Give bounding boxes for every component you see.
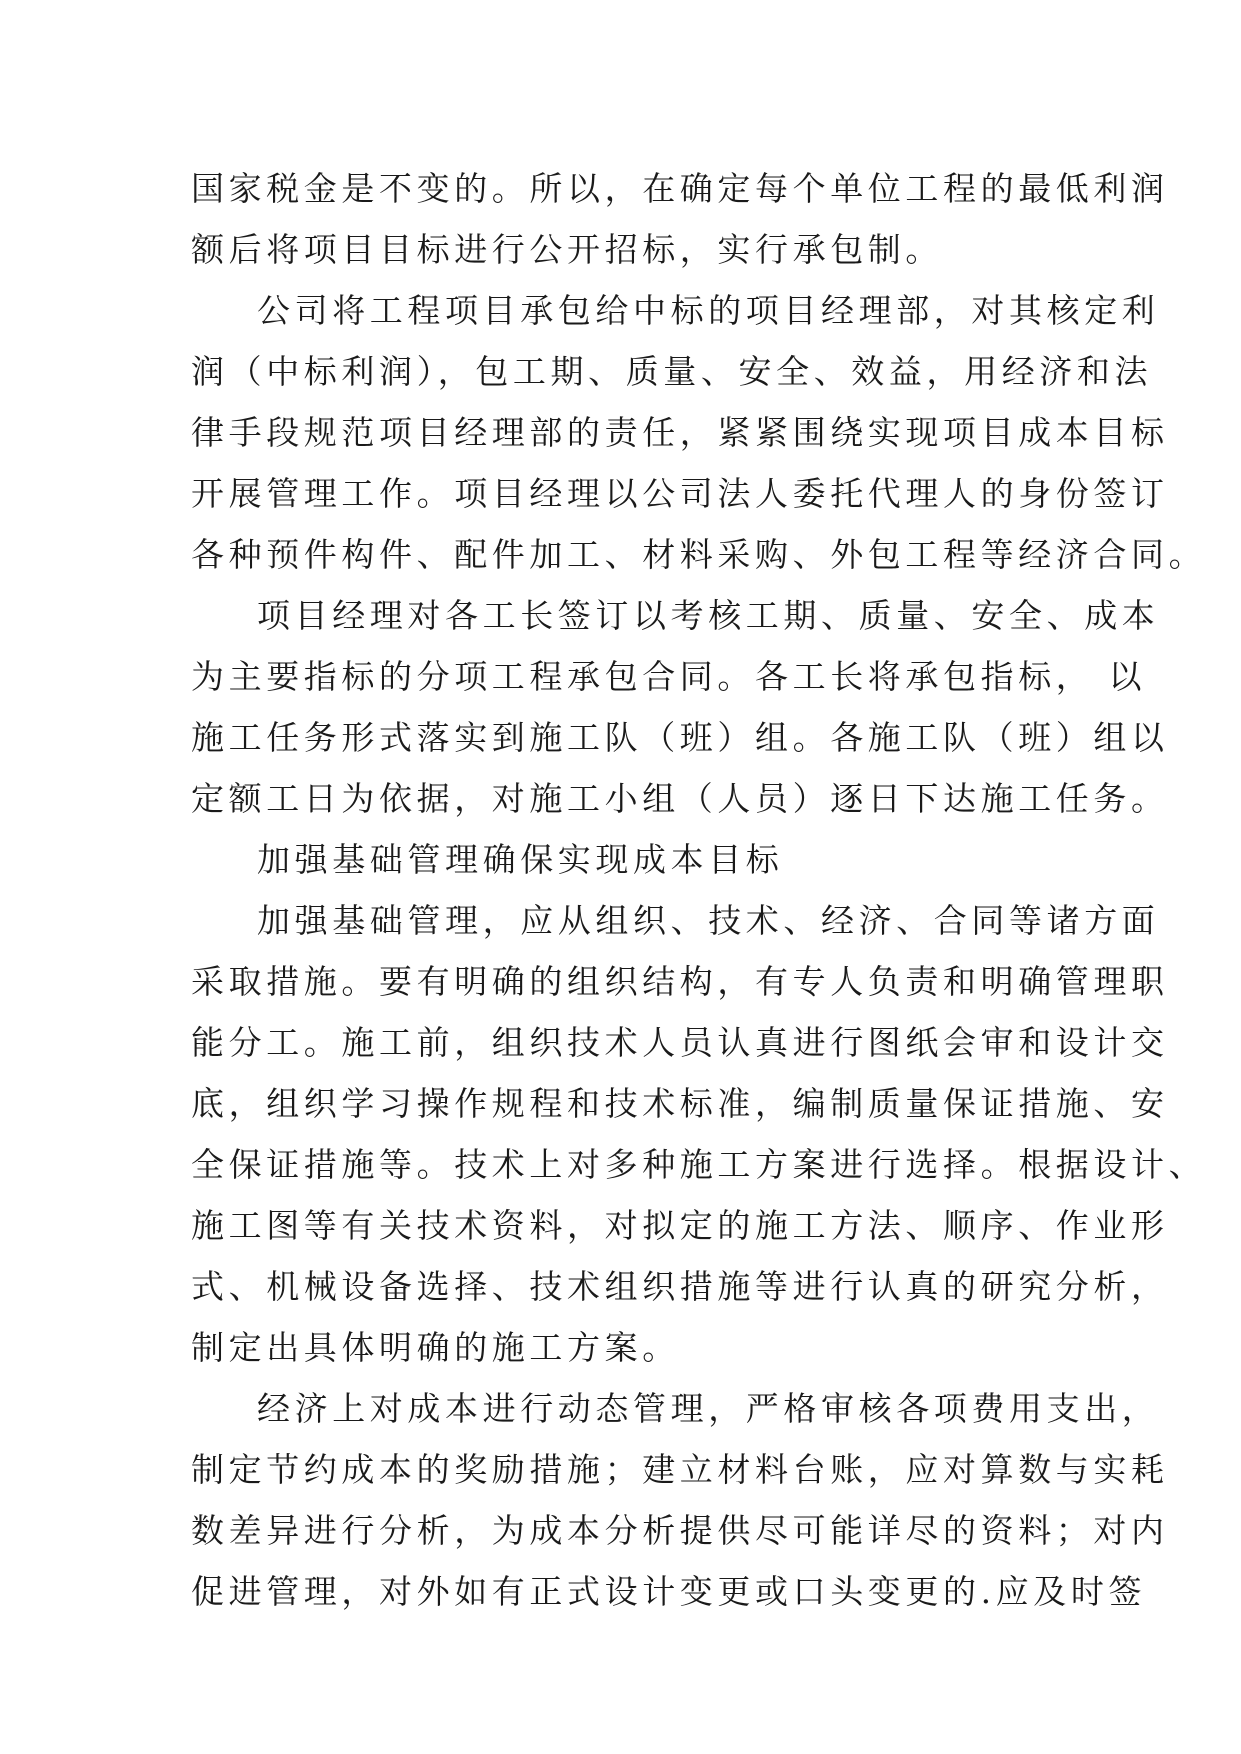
text-line: 为主要指标的分项工程承包合同。各工长将承包指标， 以 — [191, 657, 1147, 696]
text-line: 定额工日为依据，对施工小组（人员）逐日下达施工任务。 — [191, 779, 1169, 818]
text-line: 施工任务形式落实到施工队（班）组。各施工队（班）组以 — [191, 718, 1169, 757]
text-line: 底，组织学习操作规程和技术标准，编制质量保证措施、安 — [191, 1084, 1169, 1123]
text-line: 润（中标利润），包工期、质量、安全、效益，用经济和法 — [191, 352, 1153, 391]
text-line: 国家税金是不变的。所以，在确定每个单位工程的最低利润 — [191, 169, 1169, 208]
text-line: 制定出具体明确的施工方案。 — [191, 1328, 680, 1367]
text-line: 式、机械设备选择、技术组织措施等进行认真的研究分析， — [191, 1267, 1169, 1306]
text-line: 全保证措施等。技术上对多种施工方案进行选择。根据设计、 — [191, 1145, 1207, 1184]
text-line: 能分工。施工前，组织技术人员认真进行图纸会审和设计交 — [191, 1023, 1169, 1062]
text-line: 数差异进行分析，为成本分析提供尽可能详尽的资料；对内 — [191, 1511, 1169, 1550]
text-line: 开展管理工作。项目经理以公司法人委托代理人的身份签订 — [191, 474, 1169, 513]
paragraph-start-line: 公司将工程项目承包给中标的项目经理部，对其核定利 — [257, 291, 1160, 330]
text-line: 额后将项目目标进行公开招标，实行承包制。 — [191, 230, 943, 269]
text-line: 采取措施。要有明确的组织结构，有专人负责和明确管理职 — [191, 962, 1169, 1001]
document-body — [191, 158, 1207, 1622]
text-line: 促进管理，对外如有正式设计变更或口头变更的.应及时签 — [191, 1572, 1147, 1611]
paragraph-start-line: 经济上对成本进行动态管理，严格审核各项费用支出， — [257, 1389, 1160, 1428]
text-line: 施工图等有关技术资料，对拟定的施工方法、顺序、作业形 — [191, 1206, 1169, 1245]
paragraph-start-line: 加强基础管理，应从组织、技术、经济、合同等诸方面 — [257, 901, 1160, 940]
text-line: 各种预件构件、配件加工、材料采购、外包工程等经济合同。 — [191, 535, 1207, 574]
paragraph-start-line: 项目经理对各工长签订以考核工期、质量、安全、成本 — [257, 596, 1160, 635]
text-line: 律手段规范项目经理部的责任，紧紧围绕实现项目成本目标 — [191, 413, 1169, 452]
section-heading: 加强基础管理确保实现成本目标 — [257, 840, 784, 879]
text-line: 制定节约成本的奖励措施；建立材料台账，应对算数与实耗 — [191, 1450, 1169, 1489]
